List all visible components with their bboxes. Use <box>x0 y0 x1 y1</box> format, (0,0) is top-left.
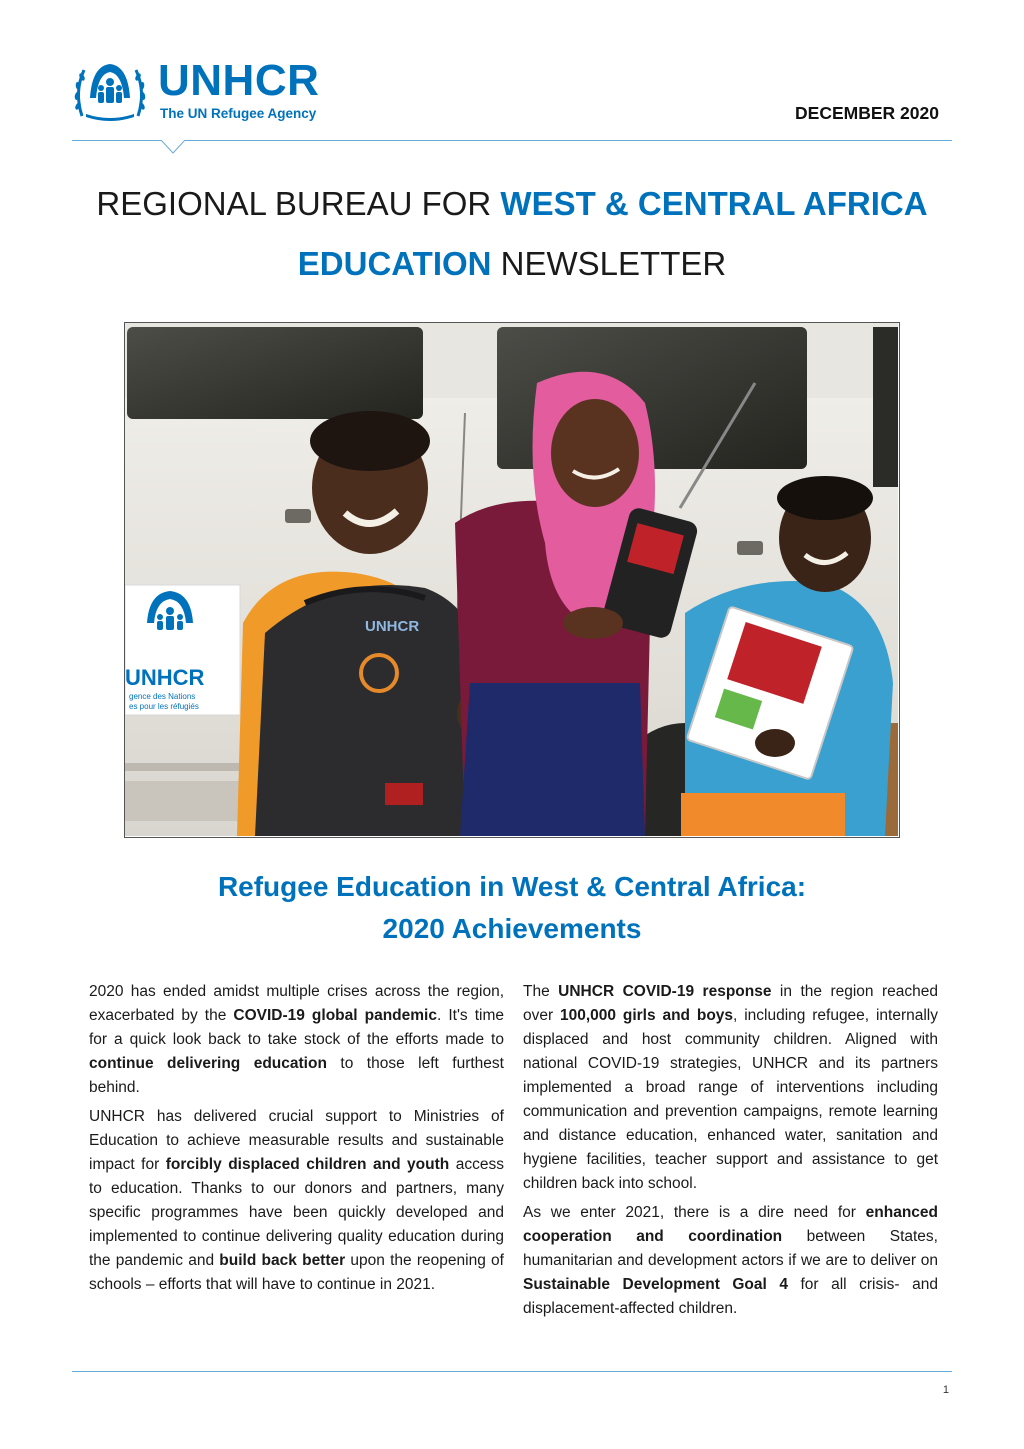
page-number: 1 <box>942 1384 949 1396</box>
footer-divider <box>72 1371 952 1372</box>
article-heading-line2: 2020 Achievements <box>382 913 642 944</box>
van-window <box>127 327 423 419</box>
header-divider <box>72 140 952 141</box>
cover-photo <box>124 322 900 838</box>
paragraph: The UNHCR COVID-19 response in the region reached over 100,000 girls and boys, including refugee, internally displaced and host community children. Aligned with national COVID-19 strategies, UNHCR and its partners implemented a broad range of interventions including communication and prevention campaigns, remote learning and distance education, enhanced water, sanitation and hygiene facilities, teacher support and assistance to get children back into school. <box>523 983 939 1192</box>
unhcr-emblem-icon <box>72 58 148 124</box>
article-heading-line1: Refugee Education in West & Central Africa: <box>217 871 807 902</box>
paragraph: 2020 has ended amidst multiple crises across the region, exacerbated by the COVID-19 global pandemic. It's time for a quick look back to take stock of the efforts made to continue delivering education to those left furthest behind. <box>89 983 504 1096</box>
article-column-left <box>89 980 504 1302</box>
newsletter-title-line2 <box>0 245 1024 283</box>
article-column-right <box>523 980 938 1326</box>
logo-tagline: The UN Refugee Agency <box>160 106 317 121</box>
door-handle <box>737 541 763 555</box>
van-sticker-line1: gence des Nations <box>129 692 196 701</box>
backpack-label: UNHCR <box>365 618 420 635</box>
title-accent-text: WEST & CENTRAL AFRICA <box>500 185 928 222</box>
van-sticker-line2: es pour les réfugiés <box>129 702 199 711</box>
paragraph: UNHCR has delivered crucial support to Ministries of Education to achieve measurable results and sustainable impact for forcibly displaced children and youth access to education. Thanks to our donors and partners, many specific programmes have been quickly developed and implemented to continue delivering quality education during the pandemic and build back better upon the reopening of schools – efforts that will have to continue in 2021. <box>89 1108 504 1293</box>
title-plain-text: REGIONAL BUREAU FOR <box>96 185 501 222</box>
issue-date: DECEMBER 2020 <box>795 103 939 123</box>
children-photo-illustration <box>125 323 898 836</box>
divider-notch <box>161 140 185 154</box>
title-plain-text: NEWSLETTER <box>491 245 727 282</box>
logo-wordmark: UNHCR <box>158 56 320 105</box>
article-heading <box>0 866 1024 950</box>
newsletter-title-line1 <box>0 185 1024 223</box>
title-accent-text: EDUCATION <box>297 245 492 282</box>
paragraph: As we enter 2021, there is a dire need for enhanced cooperation and coordination between States, humanitarian and development actors if we are to deliver on Sustainable Development Goal 4 for all crisis- and displacement-affected children. <box>523 1204 938 1317</box>
unhcr-logo <box>72 58 352 124</box>
door-handle <box>285 509 311 523</box>
van-sticker-wordmark: UNHCR <box>125 665 205 690</box>
